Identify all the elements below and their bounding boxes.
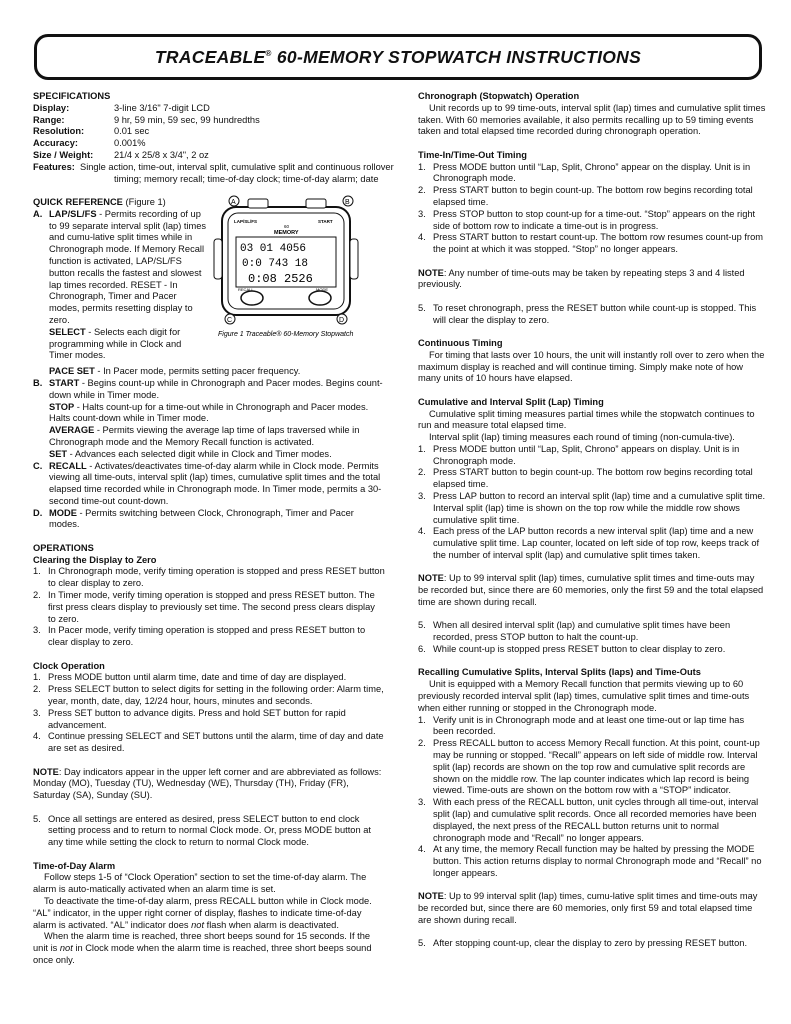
spec-row: Display: 3-line 3/16" 7-digit LCD xyxy=(33,102,210,113)
list-item: 1. Press MODE button until alarm time, date and time of day are displayed. xyxy=(33,672,347,683)
continuous-heading: Continuous Timing xyxy=(418,337,503,348)
list-item: 3. Press LAP button to record an interval split (lap) time and a cumulative split time. Interval split (lap) time is shown on the top row while the middle row shows cumulative split time. xyxy=(418,491,766,525)
list-item: 3. Press SET button to advance digits. Press and hold SET button for rapid advancement. xyxy=(33,707,346,730)
list-item: 5. When all desired interval split (lap) and cumulative split times have been recorded, press STOP button to halt the count-up. xyxy=(418,620,731,643)
recall-heading: Recalling Cumulative Splits, Interval Splits (laps) and Time-Outs xyxy=(418,667,701,678)
svg-text:MEMORY: MEMORY xyxy=(274,230,299,236)
split-paragraph: Interval split (lap) timing measures each round of timing (non-cumula-tive). xyxy=(429,432,735,443)
list-item: 3. With each press of the RECALL button, unit cycles through all time-out, interval split (lap) and cumulative split records. Once all recorded memories have been displayed, the next press of the RECALL button returns unit to normal chronograph mode and “Recall” no longer appears. xyxy=(418,797,759,843)
svg-text:RECALL: RECALL xyxy=(238,287,254,292)
list-item: 1. Verify unit is in Chronograph mode and at least one time-out or lap time has been recorded. xyxy=(418,714,745,737)
alarm-paragraph: Follow steps 1-5 of “Clock Operation” section to set the time-of-day alarm. The alarm is auto-matically activated when an alarm time is set. xyxy=(33,872,367,895)
alarm-paragraph: To deactivate the time-of-day alarm, press RECALL button while in Clock mode. “AL” indicator, in the upper right corner of display, flashes to indicate time-of-day alarm is activated. “AL” indicator does not flash when alarm is deactivated. xyxy=(33,895,372,930)
list-item: 5. To reset chronograph, press the RESET button while count-up is stopped. This will clear the display to zero. xyxy=(418,302,757,325)
spec-row: Resolution: 0.01 sec xyxy=(33,126,150,137)
spec-list xyxy=(33,102,394,186)
list-item: 5. After stopping count-up, clear the display to zero by pressing RESET button. xyxy=(418,938,748,949)
quick-ref-c: C. RECALL - Activates/deactivates time-of-day alarm while in Clock mode. Permits viewing all time-outs, interval split (lap) times, cumulative split times and the total elapsed time recorded while in Chronograph mode. In Timer mode, permits a 30-second time-out count-down. xyxy=(33,460,382,506)
list-item: 4. Continue pressing SELECT and SET buttons until the alarm, time of day and date are set as desired. xyxy=(33,731,384,754)
svg-text:LAP/SL/FS: LAP/SL/FS xyxy=(234,219,258,224)
timeout-note: NOTE: Any number of time-outs may be taken by repeating steps 3 and 4 listed previously. xyxy=(418,267,745,290)
list-item: 1. In Chronograph mode, verify timing operation is stopped and press RESET button to clear display to zero. xyxy=(33,566,385,589)
svg-text:0:0 743 18: 0:0 743 18 xyxy=(242,258,309,270)
svg-text:03 01 4056: 03 01 4056 xyxy=(240,243,307,255)
chronograph-paragraph: Unit records up to 99 time-outs, interval split (lap) times and cumulative split times taken. With 60 memories available, it also permits recalling up to 59 timing events taken and total elapsed time recorded during chronograph operation. xyxy=(418,102,766,137)
stopwatch-illustration xyxy=(200,195,380,345)
quick-ref-pace: PACE SET - In Pacer mode, permits setting pacer frequency. xyxy=(49,366,301,377)
split-heading: Cumulative and Interval Split (Lap) Timing xyxy=(418,396,604,407)
list-item: 2. Press START button to begin count-up. The bottom row begins recording total elapsed time. xyxy=(418,185,753,207)
svg-text:D: D xyxy=(339,317,345,324)
quick-ref-a: A. LAP/SL/FS - Permits recording of up to 99 separate interval split (lap) times and cumu-lative split times while in Chronograph mode. If Memory Recall function is activated, LAP/SL/FS button recalls the fastest and slowest lap times recorded. RESET - In Chronograph, Timer and Pacer modes, permits resetting display to zero. SELECT - Selects each digit for programming while in Clock and Timer modes. xyxy=(33,208,207,361)
right-column xyxy=(418,91,766,950)
continuous-paragraph: For timing that lasts over 10 hours, the unit will instantly roll over to zero when the maximum display is reached and will continue timing. Simply make note of how many units of 10 hours have elapsed. xyxy=(418,349,765,384)
operations-heading: OPERATIONS xyxy=(33,542,94,553)
list-item: 4. Each press of the LAP button records a new interval split (lap) time and a new cumulative split time. Lap counter, located on left side of top row, keeps track of the number of interval split (lap) and cumulative split times taken. xyxy=(418,526,760,561)
chronograph-heading: Chronograph (Stopwatch) Operation xyxy=(418,91,580,101)
svg-text:C: C xyxy=(227,317,233,324)
clock-note: NOTE: Day indicators appear in the upper left corner and are abbreviated as follows: Monday (MO), Tuesday (TU), Wednesday (WE), Thursday (TH), Friday (FR), Saturday (SA), Sunday (SU). xyxy=(33,766,382,801)
page-title: TRACEABLE® 60-MEMORY STOPWATCH INSTRUCTIONS xyxy=(154,47,642,67)
title-box xyxy=(34,34,762,80)
split-paragraph: Cumulative split timing measures partial times while the stopwatch continues to run and measure total elapsed time. xyxy=(418,408,755,431)
svg-text:B: B xyxy=(345,199,350,206)
clearing-heading: Clearing the Display to Zero xyxy=(33,554,157,565)
list-item: 4. Press START button to restart count-up. The bottom row resumes count-up from the point at which it was stopped. “Stop” no longer appears. xyxy=(418,232,764,255)
alarm-heading: Time-of-Day Alarm xyxy=(33,860,116,871)
timeout-heading: Time-In/Time-Out Timing xyxy=(418,149,527,160)
quick-ref-d: D. MODE - Permits switching between Clock, Chronograph, Timer and Pacer modes. xyxy=(33,507,354,530)
svg-text:0:08 2526: 0:08 2526 xyxy=(248,272,313,286)
list-item: 2. In Timer mode, verify timing operation is stopped and press RESET button. The first press clears display to previously set time. The second press clears display to zero. xyxy=(33,590,375,624)
list-item: 3. In Pacer mode, verify timing operation is stopped and press RESET button to clear display to zero. xyxy=(33,625,366,648)
list-item: 1. Press MODE button until “Lap, Split, Chrono” appear on the display. Unit is in Chronograph mode. xyxy=(418,161,751,184)
quick-reference-heading: QUICK REFERENCE (Figure 1) xyxy=(33,196,166,207)
recall-paragraph: Unit is equipped with a Memory Recall function that permits viewing up to 60 previously recorded interval split (lap) times, cumulative split times and time-outs when either running or stopped in the Chronograph mode. xyxy=(418,679,750,713)
list-item: 2. Press START button to begin count-up. The bottom row begins recording total elapsed time. xyxy=(418,467,753,490)
svg-text:Figure 1 Traceable® 60-Memory: Figure 1 Traceable® 60-Memory Stopwatch xyxy=(218,331,354,338)
split-note: NOTE: Up to 99 interval split (lap) times, cumulative split times and time-outs may be recorded but, since there are 60 memories, only the first 59 and the total elapsed time are shown during recall. xyxy=(418,573,764,608)
list-item: 6. While count-up is stopped press RESET button to clear display to zero. xyxy=(418,644,726,655)
list-item: 4. At any time, the memory Recall function may be halted by pressing the MODE button. This action returns display to normal Chronograph mode and “Recall” no longer appears. xyxy=(418,844,762,878)
alarm-paragraph: When the alarm time is reached, three short beeps sound for 15 seconds. If the unit is not in Clock mode when the alarm time is reached, three short beeps sound once only. xyxy=(33,931,372,965)
quick-ref-b: B. START - Begins count-up while in Chronograph and Pacer modes. Begins count-down while in Timer mode. STOP - Halts count-up for a time-out while in Chronograph and Pacer modes. Halts count-down while in Timer mode. AVERAGE - Permits viewing the average lap time of laps traversed while in Chronograph mode and the Memory Recall function is activated. SET - Advances each selected digit while in Clock and Timer modes. xyxy=(33,377,383,459)
stopwatch-figure xyxy=(200,195,380,345)
list-item: 5. Once all settings are entered as desired, press SELECT button to end clock setting process and to return to normal Clock mode. Or, press MODE button at any time while setting the clock to return to normal Clock mode. xyxy=(33,813,371,848)
svg-text:MODE: MODE xyxy=(316,287,328,292)
svg-text:60: 60 xyxy=(284,224,290,229)
list-item: 2. Press RECALL button to access Memory Recall function. At this point, count-up may be running or stopped. “Recall” appears on left side of middle row. Interval split (lap) records are shown on the top row and cumulative split records are shown on the middle row. The lap counter indicates which lap record is being viewed. Time-outs are shown on the bottom row with a “STOP” indicator. xyxy=(418,738,760,796)
list-item: 2. Press SELECT button to select digits for setting in the following order: Alarm time, year, month, date, day, 12/24 hour, hours, minutes and seconds. xyxy=(33,684,384,707)
spec-row: Range: 9 hr, 59 min, 59 sec, 99 hundredths xyxy=(33,114,260,125)
spec-row: Accuracy: 0.001% xyxy=(33,138,146,149)
clock-operation-heading: Clock Operation xyxy=(33,660,105,671)
svg-text:A: A xyxy=(231,199,236,206)
features-row: Features: Single action, time-out, interval split, cumulative split and continuous rollover timing; memory recall; time-of-day clock; time-of-day alarm; date xyxy=(33,161,394,184)
spec-row: Size / Weight: 21/4 x 25/8 x 3/4", 2 oz xyxy=(33,149,209,160)
svg-text:START: START xyxy=(318,219,333,224)
list-item: 3. Press STOP button to stop count-up for a time-out. “Stop” appears on the right side of bottom row to indicate a time-out is in progress. xyxy=(418,208,756,231)
list-item: 1. Press MODE button until “Lap, Split, Chrono” appears on display. Unit is in Chronograph mode. xyxy=(418,443,740,466)
recall-note: NOTE: Up to 99 interval split (lap) times, cumu-lative split times and time-outs may be recorded but, since there are 60 memories, only first 59 and total elapsed time are shown during recall. xyxy=(418,891,758,925)
specifications-heading: SPECIFICATIONS xyxy=(33,91,111,101)
